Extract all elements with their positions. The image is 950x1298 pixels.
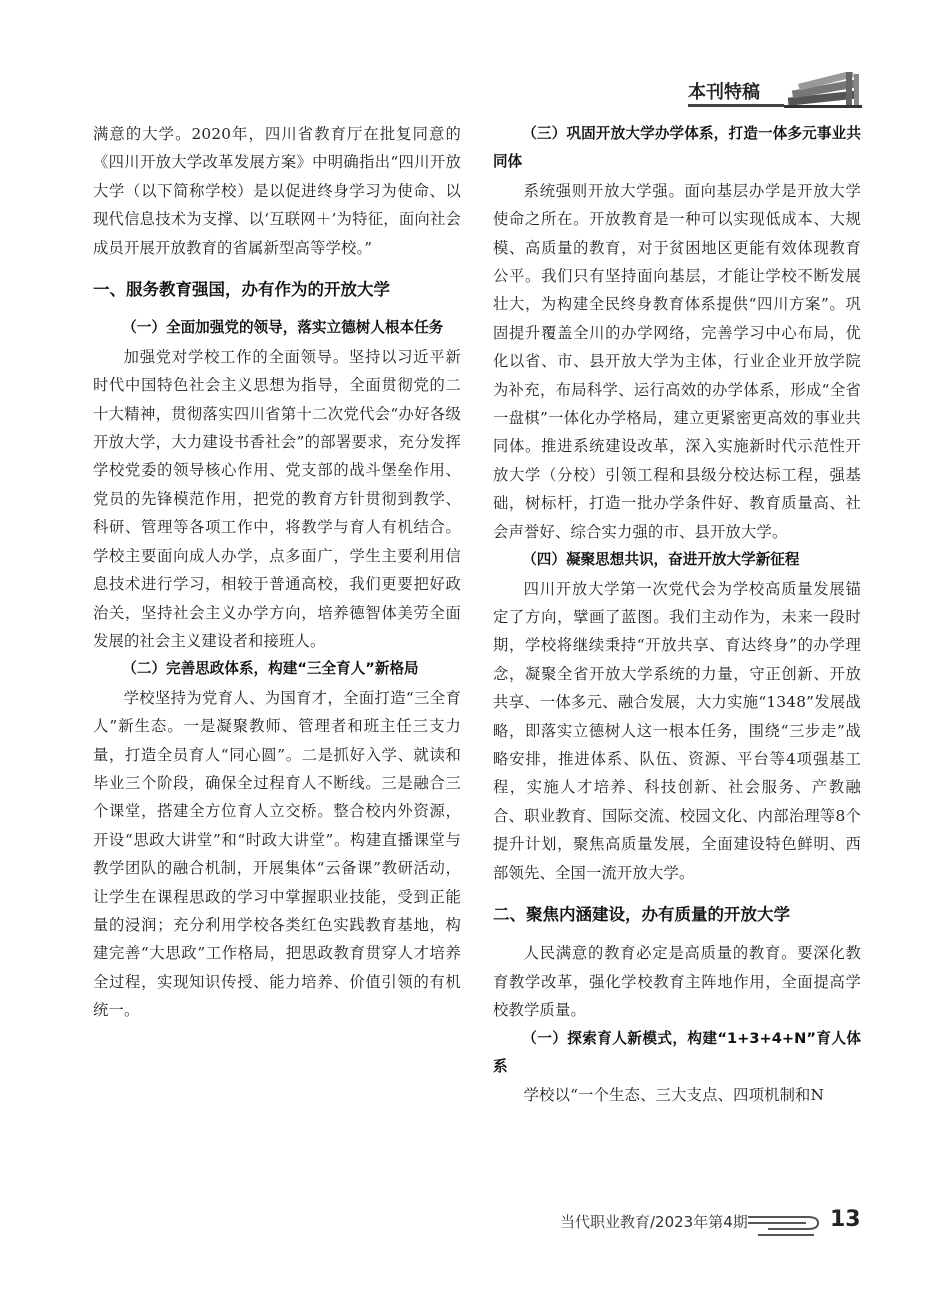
subsection-paragraph-5: 学校以“一个生态、三大支点、四项机制和N [523,1086,825,1105]
subsection-paragraph-1: 加强党对学校工作的全面领导。坚持以习近平新时代中国特色社会主义思想为指导，全面贯彻党的二十大精神，贯彻落实四川省第十二次党代会“办好各级开放大学，大力建设书香社会”的部署要求，充分发挥学校党委的领导核心作用、党支部的战斗堡垒作用、党员的先锋模范作用，把党的教育方针贯彻到教学、科研、管理等各项工作中，将教学与育人有机结合。学校主要面向成人办学，点多面广，学生主要利用信息技术进行学习，相较于普通高校，我们更要把好政治关，坚持社会主义办学方向，培养德智体美劳全面发展的社会主义建设者和接班人。 [93,347,461,650]
page-footer [560,1205,880,1241]
section-label: 本刊特稿 [688,82,760,103]
subsection-paragraph-2: 学校坚持为党育人、为国育才，全面打造“三全育人”新生态。一是凝聚教师、管理者和班主任三支力量，打造全员育人“同心圆”。二是抓好入学、就读和毕业三个阶段，确保全过程育人不断线。三是融合三个课堂，搭建全方位育人立交桥。整合校内外资源，开设“思政大讲堂”和“时政大讲堂”。构建直播课堂与教学团队的融合机制，开展集体“云备课”教研活动，让学生在课程思政的学习中掌握职业技能，受到正能量的浸润；充分利用学校各类红色实践教育基地，构建完善“大思政”工作格局，把思政教育贯穿人才培养全过程，实现知识传授、能力培养、价值引领的有机统一。 [93,688,461,1020]
header-underline [688,104,784,107]
section-heading-2: 二、聚焦内涵建设，办有质量的开放大学 [493,904,790,924]
subsection-heading-4: （四）凝聚思想共识，奋进开放大学新征程 [522,551,800,569]
section-heading-1: 一、服务教育强国，办有作为的开放大学 [93,280,390,300]
subsection-heading-5: （一）探索育人新模式，构建“1+3+4+N”育人体系 [493,1029,861,1075]
section-header [688,72,878,108]
journal-issue: 当代职业教育/2023年第4期 [560,1213,748,1231]
subsection-heading-2: （二）完善思政体系，构建“三全育人”新格局 [122,660,419,678]
left-column [93,120,461,1025]
subsection-paragraph-3: 系统强则开放大学强。面向基层办学是开放大学使命之所在。开放教育是一种可以实现低成本、大规模、高质量的教育，对于贫困地区更能有效体现教育公平。我们只有坚持面向基层，才能让学校不断发展壮大，为构建全民终身教育体系提供“四川方案”。巩固提升覆盖全川的办学网络，完善学习中心布局，优化以省、市、县开放大学为主体，行业企业开放学院为补充，布局科学、运行高效的办学体系，形成“全省一盘棋”一体化办学格局，建立更紧密更高效的事业共同体。推进系统建设改革，深入实施新时代示范性开放大学（分校）引领工程和县级分校达标工程，强基础，树标杆，打造一批办学条件好、教育质量高、社会声誉好、综合实力强的市、县开放大学。 [493,181,861,541]
right-column [493,120,861,1110]
subsection-heading-3: （三）巩固开放大学办学体系，打造一体多元事业共同体 [493,125,861,171]
books-icon [784,72,864,110]
page-number: 13 [830,1207,861,1232]
subsection-paragraph-4: 四川开放大学第一次党代会为学校高质量发展锚定了方向，擘画了蓝图。我们主动作为，未来一段时期，学校将继续秉持“开放共享、育达终身”的办学理念，凝聚全省开放大学系统的力量，守正创新、开放共享、一体多元、融合发展，大力实施“1348”发展战略，即落实立德树人这一根本任务，围绕“三步走”战略安排，推进体系、队伍、资源、平台等4项强基工程，实施人才培养、科技创新、社会服务、产教融合、职业教育、国际交流、校园文化、内部治理等8个提升计划，聚焦高质量发展，全面建设特色鲜明、西部领先、全国一流开放大学。 [493,579,861,882]
intro-paragraph: 满意的大学。2020年，四川省教育厅在批复同意的《四川开放大学改革发展方案》中明确指出“四川开放大学（以下简称学校）是以促进终身学习为使命、以现代信息技术为支撑、以‘互联网＋’为特征，面向社会成员开展开放教育的省属新型高等学校。” [93,125,461,257]
double-wave-lines-icon [748,1209,826,1237]
section-2-intro: 人民满意的教育必定是高质量的教育。要深化教育教学改革，强化学校教育主阵地作用，全面提高学校教学质量。 [493,944,861,1020]
subsection-heading-1: （一）全面加强党的领导，落实立德树人根本任务 [122,319,444,337]
